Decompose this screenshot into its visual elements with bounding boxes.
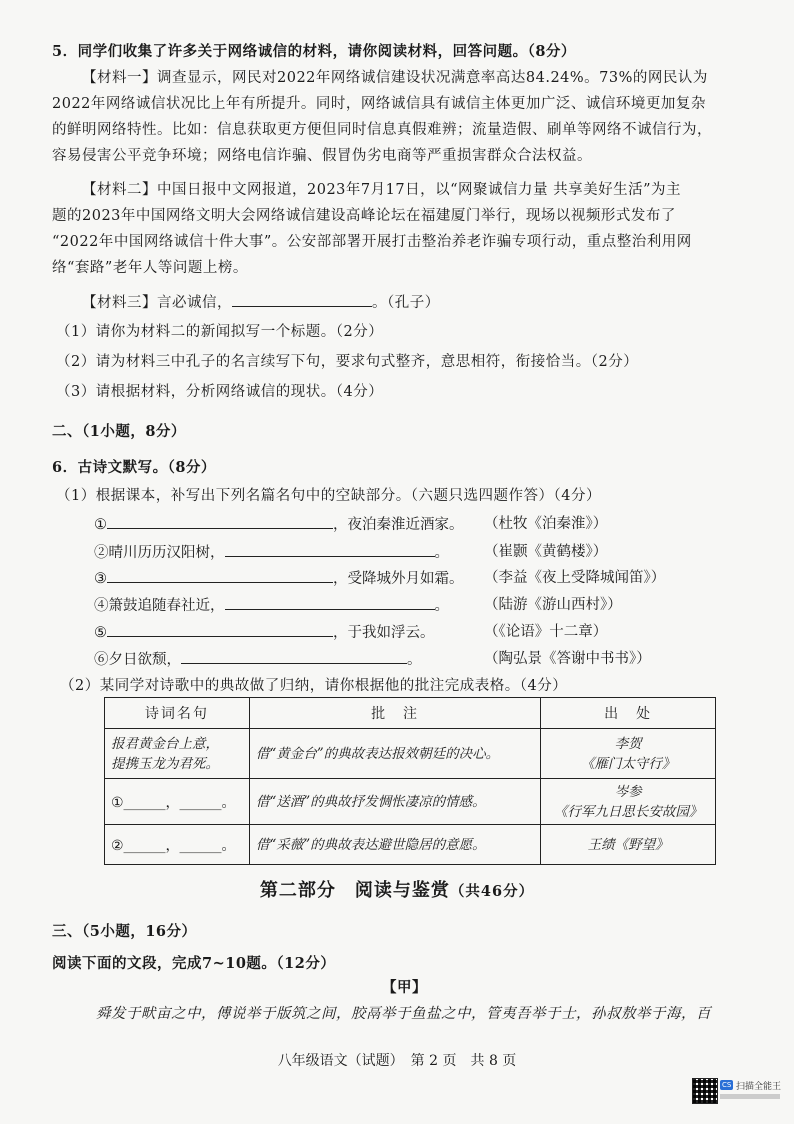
q5-material2-line: “2022年中国网络诚信十件大事”。公安部部署开展打击整治养老诈骗专项行动，重点整治利用网	[52, 234, 692, 250]
item-number: ⑤	[94, 625, 107, 641]
scanner-watermark	[692, 1078, 784, 1112]
item-source: （杜牧《泊秦淮》）	[484, 516, 608, 532]
item-source: （李益《夜上受降城闻笛》）	[484, 570, 666, 586]
q5-sub3: （3）请根据材料，分析网络诚信的现状。（4分）	[56, 384, 384, 400]
answer-blank[interactable]	[225, 595, 435, 610]
q5-title: 5．同学们收集了许多关于网络诚信的材料，请你阅读材料，回答问题。（8分）	[52, 43, 576, 60]
item-text: 箫鼓追随春社近，	[108, 598, 225, 614]
item-number: ⑥	[94, 652, 109, 668]
item-text: ，夜泊秦淮近酒家。	[333, 517, 464, 533]
q5-material1-line: 2022年网络诚信状况比上年有所提升。同时，网络诚信具有诚信主体更加广泛、诚信环境更加复杂	[52, 96, 706, 112]
material3-suffix: 。（孔子）	[372, 295, 440, 311]
q6-part1: （1）根据课本，补写出下列名篇名句中的空缺部分。（六题只选四题作答）（4分）	[56, 488, 601, 504]
part2-title	[0, 876, 794, 902]
item-text: 。	[434, 598, 449, 614]
q5-material3	[82, 292, 440, 313]
recite-item	[94, 649, 422, 670]
item-text: 。	[407, 652, 422, 668]
item-number: ③	[94, 571, 107, 587]
item-source: （陶弘景《答谢中书书》）	[484, 651, 651, 667]
note-cell: 借“采薇”的典故表达避世隐居的意愿。	[249, 825, 540, 865]
recite-item	[94, 622, 435, 643]
recite-item	[94, 514, 464, 535]
table-row	[105, 729, 716, 779]
reading-intro: 阅读下面的文段，完成7~10题。（12分）	[52, 955, 336, 972]
answer-blank[interactable]	[107, 568, 333, 583]
q5-material2-line: 络“套路”老年人等问题上榜。	[52, 260, 248, 276]
item-source: （《论语》十二章）	[484, 624, 608, 640]
q5-material1-line: 【材料一】调查显示，网民对2022年网络诚信建设状况满意率高达84.24%。73%的网民认为	[82, 70, 708, 86]
q5-material2-line: 【材料二】中国日报中文网报道，2023年7月17日，以“网聚诚信力量 共享美好生活”为主	[82, 182, 682, 198]
section2-heading: 二、（1小题，8分）	[52, 423, 186, 440]
source-line: 岑参	[614, 783, 642, 800]
answer-blank[interactable]	[225, 542, 435, 557]
answer-blank[interactable]	[107, 514, 333, 529]
item-number: ④	[94, 598, 109, 614]
passage-label: 【甲】	[382, 979, 427, 996]
answer-blank[interactable]	[232, 292, 372, 307]
camscanner-logo: CS	[722, 1081, 732, 1089]
item-text: 夕日欲颓，	[108, 652, 181, 668]
source-cell: 王绩《野望》	[541, 825, 716, 865]
source-line: 《行军九日思长安故园》	[553, 803, 703, 820]
q6-part2: （2）某同学对诗歌中的典故做了归纳，请你根据他的批注完成表格。（4分）	[60, 678, 568, 694]
item-text: 。	[434, 545, 449, 561]
answer-blank[interactable]	[181, 649, 407, 664]
q5-sub1: （1）请你为材料二的新闻拟写一个标题。（2分）	[56, 324, 384, 340]
recite-item	[94, 568, 464, 589]
passage-text: 舜发于畎亩之中，傅说举于版筑之间，胶鬲举于鱼盐之中，管夷吾举于士，孙叔敖举于海，百	[96, 1006, 711, 1022]
verse-cell[interactable]: ①______，______。	[105, 779, 250, 825]
source-cell	[541, 779, 716, 825]
scanner-tagline	[720, 1094, 780, 1099]
q5-material2-line: 题的2023年中国网络文明大会网络诚信建设高峰论坛在福建厦门举行，现场以视频形式发布了	[52, 208, 676, 224]
source-cell	[541, 729, 716, 779]
item-source: （崔颢《黄鹤楼》）	[484, 544, 608, 560]
verse-line: 提携玉龙为君死。	[111, 755, 219, 772]
q5-material1-line: 容易侵害公平竞争环境；网络电信诈骗、假冒伪劣电商等严重损害群众合法权益。	[52, 148, 592, 164]
table-header-row	[105, 698, 716, 729]
recite-item	[94, 595, 449, 616]
item-text: 晴川历历汉阳树，	[108, 545, 225, 561]
verse-cell[interactable]: ②______，______。	[105, 825, 250, 865]
answer-blank[interactable]	[107, 622, 333, 637]
item-text: ，受降城外月如霜。	[333, 571, 464, 587]
scanner-name: 扫描全能王	[736, 1082, 782, 1092]
table-row	[105, 779, 716, 825]
part2-score: （共46分）	[449, 883, 535, 900]
material3-prefix: 【材料三】言必诚信，	[82, 295, 232, 311]
page-footer: 八年级语文（试题） 第 2 页 共 8 页	[277, 1053, 517, 1069]
verse-line: 报君黄金台上意，	[111, 735, 219, 752]
q6-title: 6．古诗文默写。（8分）	[52, 459, 216, 476]
part2-title-text: 第二部分 阅读与鉴赏	[259, 880, 450, 901]
table-row	[105, 825, 716, 865]
q5-sub2: （2）请为材料三中孔子的名言续写下句，要求句式整齐，意思相符，衔接恰当。（2分）	[56, 354, 639, 370]
allusion-table	[104, 697, 716, 865]
source-line: 李贺	[614, 735, 642, 752]
source-line: 《雁门太守行》	[580, 755, 676, 772]
item-source: （陆游《游山西村》）	[484, 597, 622, 613]
q5-material1-line: 的鲜明网络特性。比如：信息获取更方便但同时信息真假难辨；流量造假、刷单等网络不诚信行为，	[52, 122, 712, 138]
item-number: ②	[94, 545, 109, 561]
item-number: ①	[94, 517, 107, 533]
note-cell: 借“黄金台”的典故表达报效朝廷的决心。	[249, 729, 540, 779]
item-text: ，于我如浮云。	[333, 625, 435, 641]
qr-code-icon	[692, 1078, 718, 1104]
recite-item	[94, 542, 449, 563]
table-header: 诗词名句	[105, 698, 250, 729]
section3-heading: 三、（5小题，16分）	[52, 923, 197, 940]
verse-cell	[105, 729, 250, 779]
note-cell: 借“送酒”的典故抒发惆怅凄凉的情感。	[249, 779, 540, 825]
table-header: 出 处	[541, 698, 716, 729]
table-header: 批 注	[249, 698, 540, 729]
